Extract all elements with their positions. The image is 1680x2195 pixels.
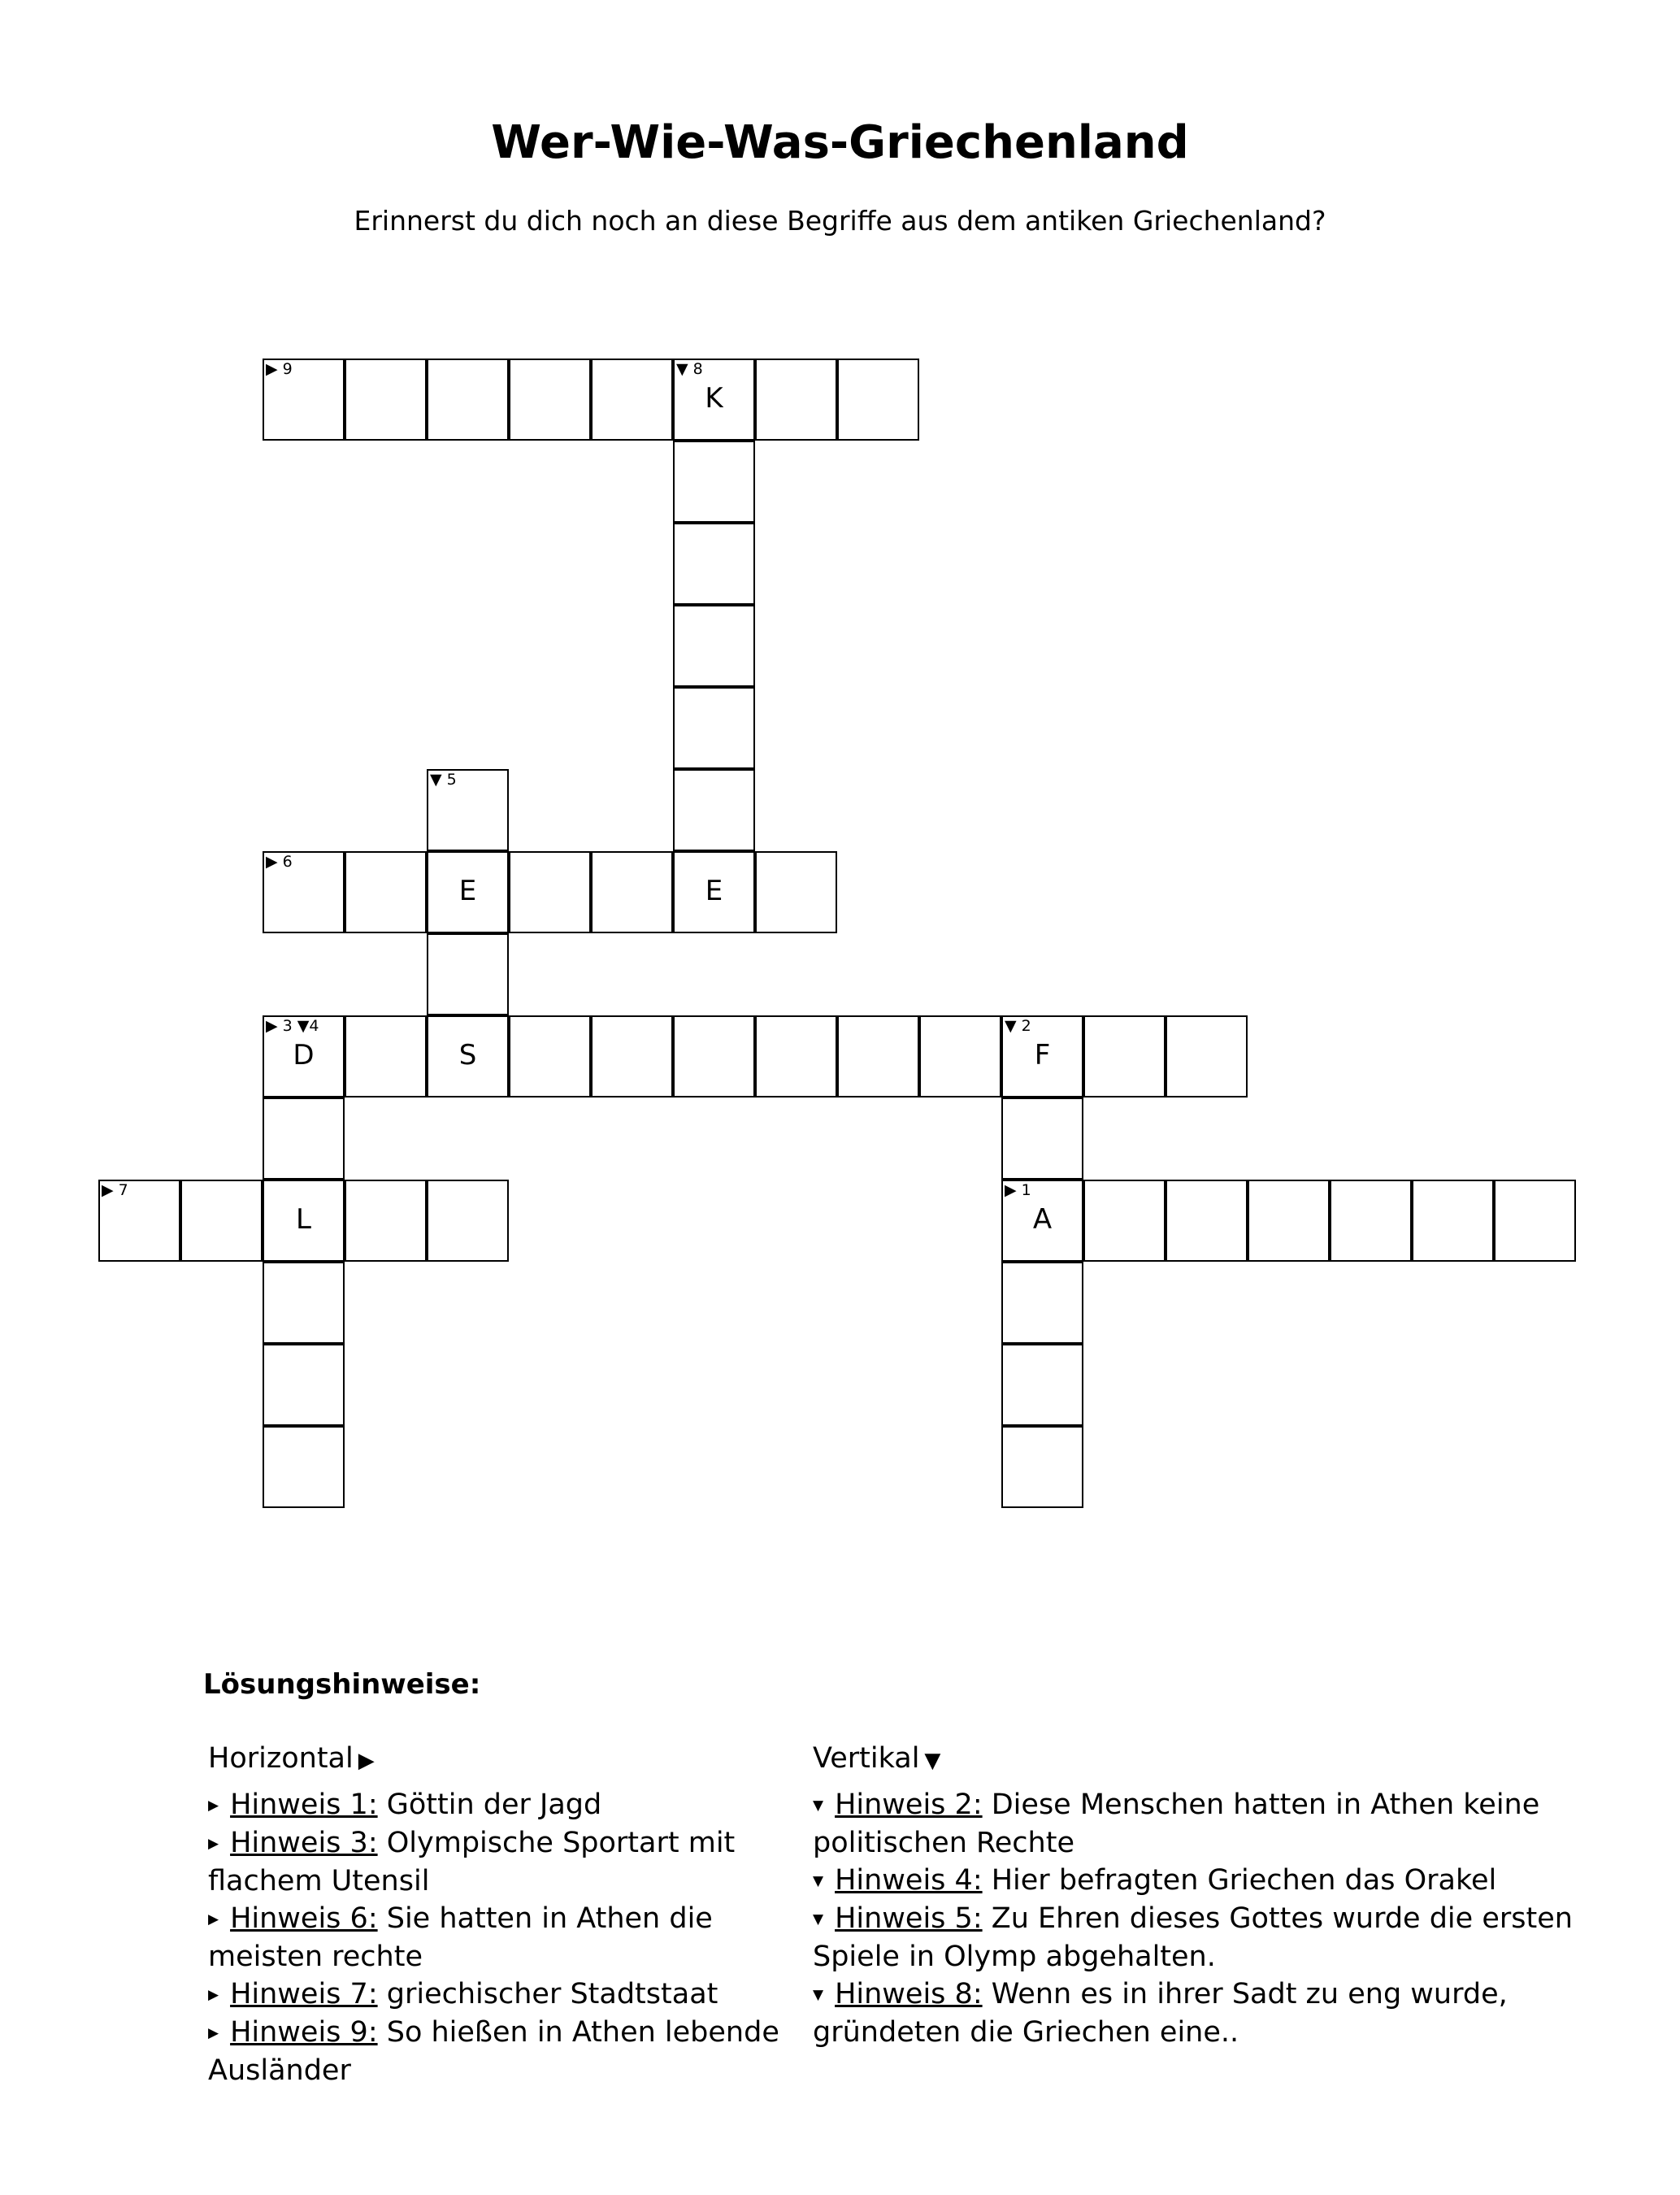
crossword-cell[interactable] — [1248, 1180, 1330, 1262]
hint-item — [813, 1976, 1593, 2051]
hint-label: Hinweis 1: — [230, 1789, 378, 1821]
crossword-cell[interactable] — [98, 1180, 180, 1262]
vertical-heading-label: Vertikal — [813, 1742, 920, 1775]
clue-number: ▶ 3 ▼4 — [266, 1017, 319, 1035]
crossword-cell[interactable] — [1001, 1180, 1083, 1262]
arrow-right-icon: ▶ — [208, 2025, 219, 2041]
hint-label: Hinweis 7: — [230, 1978, 378, 2010]
crossword-cell[interactable] — [673, 687, 755, 769]
hint-text: Olympische Sportart mit flachem Utensil — [208, 1827, 736, 1897]
crossword-cell[interactable] — [427, 851, 509, 933]
crossword-cell[interactable] — [1494, 1180, 1576, 1262]
vertical-hints — [813, 1740, 1593, 2051]
crossword-cell[interactable] — [427, 359, 509, 441]
crossword-cell[interactable] — [755, 359, 837, 441]
hint-text: Göttin der Jagd — [377, 1789, 602, 1821]
crossword-cell[interactable] — [1001, 1015, 1083, 1098]
hint-text: Hier befragten Griechen das Orakel — [982, 1864, 1497, 1897]
arrow-down-icon: ▼ — [813, 1911, 824, 1928]
crossword-cell[interactable] — [1166, 1015, 1248, 1098]
arrow-right-icon: ▶ — [208, 1911, 219, 1928]
horizontal-heading-label: Horizontal — [208, 1742, 354, 1775]
hint-item — [208, 1786, 793, 1824]
hint-text: Sie hatten in Athen die meisten rechte — [208, 1902, 713, 1973]
crossword-cell[interactable] — [673, 1015, 755, 1098]
vertical-hint-list — [813, 1786, 1593, 2051]
crossword-cell[interactable] — [673, 441, 755, 523]
hint-item — [208, 2014, 793, 2089]
crossword-cell[interactable] — [263, 359, 345, 441]
hints-title: Lösungshinweise: — [203, 1668, 481, 1701]
crossword-cell[interactable] — [345, 851, 427, 933]
arrow-down-icon: ▼ — [813, 1797, 824, 1814]
crossword-cell[interactable] — [263, 1344, 345, 1426]
hint-label: Hinweis 8: — [835, 1978, 983, 2010]
horizontal-heading — [208, 1740, 793, 1780]
crossword-cell[interactable] — [263, 1262, 345, 1344]
crossword-cell[interactable] — [180, 1180, 263, 1262]
crossword-cell[interactable] — [263, 1015, 345, 1098]
crossword-cell[interactable] — [509, 359, 591, 441]
crossword-cell[interactable] — [1083, 1015, 1166, 1098]
cell-letter: A — [1032, 1203, 1053, 1236]
hint-label: Hinweis 3: — [230, 1827, 378, 1859]
horizontal-hints — [208, 1740, 793, 2089]
crossword-cell[interactable] — [1001, 1426, 1083, 1508]
crossword-cell[interactable] — [755, 851, 837, 933]
crossword-cell[interactable] — [591, 1015, 673, 1098]
crossword-cell[interactable] — [837, 359, 919, 441]
crossword-cell[interactable] — [345, 359, 427, 441]
hint-item — [208, 1976, 793, 2014]
crossword-cell[interactable] — [263, 1098, 345, 1180]
clue-number: ▼ 8 — [676, 360, 703, 378]
clue-number: ▶ 7 — [102, 1181, 128, 1199]
clue-number: ▼ 2 — [1005, 1017, 1031, 1035]
crossword-cell[interactable] — [509, 851, 591, 933]
crossword-cell[interactable] — [509, 1015, 591, 1098]
crossword-cell[interactable] — [263, 1180, 345, 1262]
arrow-right-icon: ▶ — [208, 1797, 219, 1814]
crossword-cell[interactable] — [755, 1015, 837, 1098]
cell-letter: L — [296, 1203, 311, 1236]
hint-item — [208, 1824, 793, 1900]
clue-number: ▶ 9 — [266, 360, 293, 378]
hint-item — [813, 1900, 1593, 1976]
crossword-cell[interactable] — [837, 1015, 919, 1098]
page-title: Wer-Wie-Was-Griechenland — [491, 116, 1189, 169]
crossword-cell[interactable] — [1083, 1180, 1166, 1262]
hint-label: Hinweis 2: — [835, 1789, 983, 1821]
hint-label: Hinweis 9: — [230, 2016, 378, 2049]
hint-text: Wenn es in ihrer Sadt zu eng wurde, gründeten die Griechen eine.. — [813, 1978, 1508, 2049]
hint-text: So hießen in Athen lebende Ausländer — [208, 2016, 779, 2087]
crossword-cell[interactable] — [1166, 1180, 1248, 1262]
crossword-cell[interactable] — [427, 769, 509, 851]
crossword-cell[interactable] — [345, 1015, 427, 1098]
crossword-cell[interactable] — [263, 851, 345, 933]
crossword-cell[interactable] — [427, 1180, 509, 1262]
hint-text: Zu Ehren dieses Gottes wurde die ersten Spiele in Olymp abgehalten. — [813, 1902, 1573, 1973]
hint-item — [813, 1786, 1593, 1862]
arrow-down-icon: ▼ — [924, 1749, 941, 1773]
arrow-right-icon: ▶ — [208, 1987, 219, 2003]
crossword-cell[interactable] — [673, 359, 755, 441]
crossword-cell[interactable] — [1001, 1098, 1083, 1180]
cell-letter: S — [458, 1039, 477, 1071]
arrow-right-icon: ▶ — [208, 1836, 219, 1852]
crossword-cell[interactable] — [1330, 1180, 1412, 1262]
crossword-cell[interactable] — [427, 1015, 509, 1098]
arrow-down-icon: ▼ — [813, 1987, 824, 2003]
cell-letter: E — [458, 875, 477, 907]
page-subtitle: Erinnerst du dich noch an diese Begriffe aus dem antiken Griechenland? — [354, 205, 1326, 237]
hint-item — [813, 1862, 1593, 1900]
clue-number: ▶ 1 — [1005, 1181, 1031, 1199]
crossword-cell[interactable] — [1412, 1180, 1494, 1262]
crossword-cell[interactable] — [673, 851, 755, 933]
crossword-cell[interactable] — [673, 523, 755, 605]
hint-text: griechischer Stadtstaat — [377, 1978, 718, 2010]
crossword-cell[interactable] — [1001, 1262, 1083, 1344]
crossword-cell[interactable] — [427, 933, 509, 1015]
hint-label: Hinweis 4: — [835, 1864, 983, 1897]
hint-label: Hinweis 6: — [230, 1902, 378, 1935]
crossword-cell[interactable] — [1001, 1344, 1083, 1426]
cell-letter: K — [705, 382, 723, 415]
crossword-cell[interactable] — [263, 1426, 345, 1508]
cell-letter: E — [705, 875, 723, 907]
hint-text: Diese Menschen hatten in Athen keine politischen Rechte — [813, 1789, 1540, 1859]
horizontal-hint-list — [208, 1786, 793, 2089]
crossword-cell[interactable] — [673, 769, 755, 851]
crossword-cell[interactable] — [919, 1015, 1001, 1098]
crossword-cell[interactable] — [345, 1180, 427, 1262]
hint-label: Hinweis 5: — [835, 1902, 983, 1935]
cell-letter: D — [293, 1039, 315, 1071]
vertical-heading — [813, 1740, 1593, 1780]
arrow-right-icon: ▶ — [358, 1749, 375, 1773]
crossword-cell[interactable] — [591, 851, 673, 933]
clue-number: ▶ 6 — [266, 853, 293, 871]
hint-item — [208, 1900, 793, 1976]
cell-letter: F — [1034, 1039, 1051, 1071]
arrow-down-icon: ▼ — [813, 1873, 824, 1889]
crossword-cell[interactable] — [673, 605, 755, 687]
clue-number: ▼ 5 — [430, 771, 457, 789]
crossword-cell[interactable] — [591, 359, 673, 441]
